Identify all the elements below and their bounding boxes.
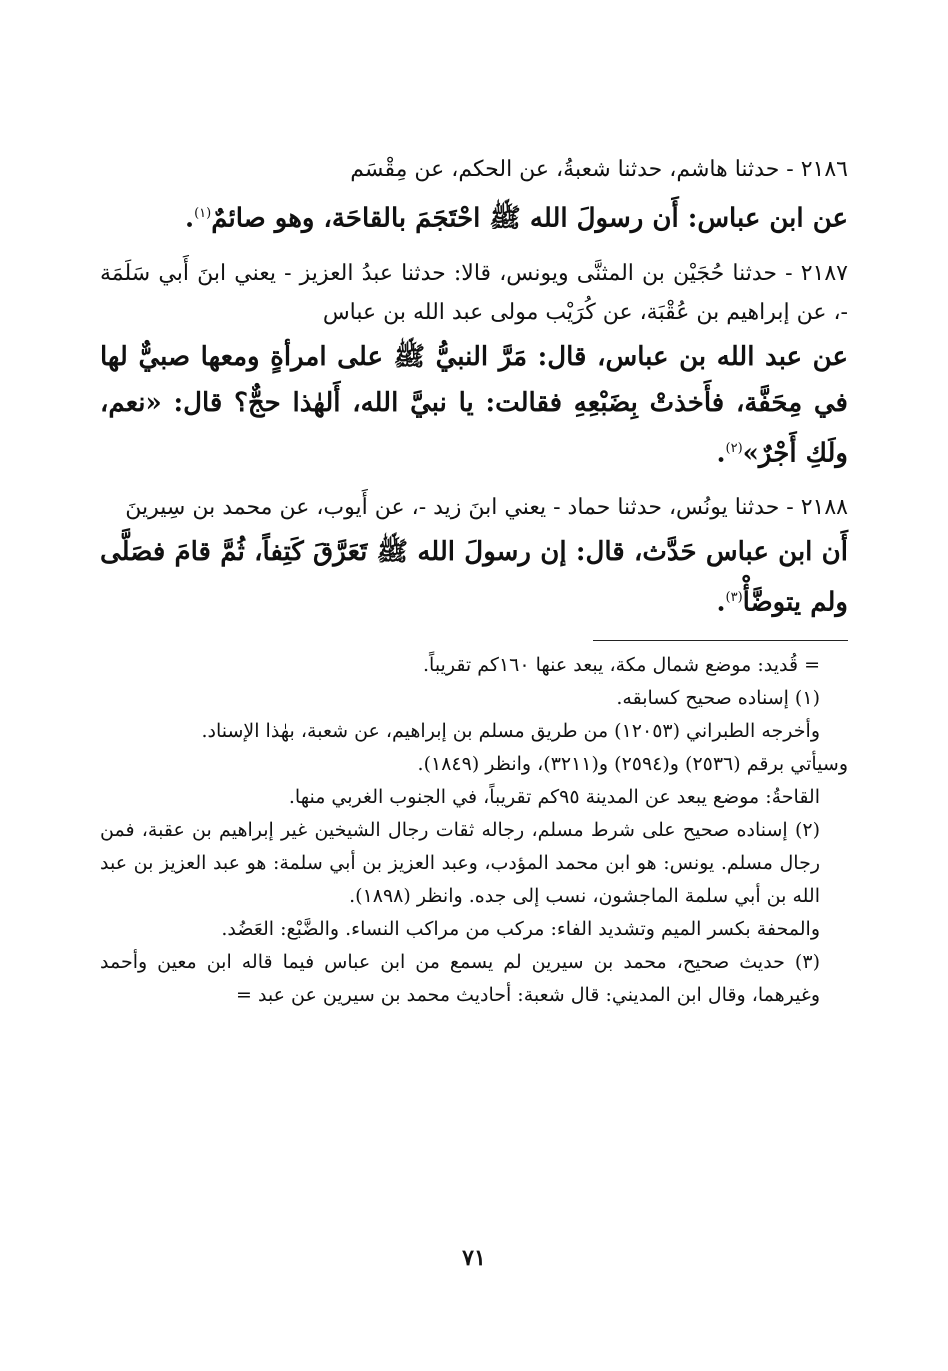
footnote-line: (١) إسناده صحيح كسابقه. — [616, 686, 820, 709]
hadith-matn — [100, 529, 848, 626]
footnote-line: وأخرجه الطبراني (١٢٠٥٣) من طريق مسلم بن إبراهيم، عن شعبة، بهٰذا الإسناد. — [201, 719, 820, 742]
hadith-isnad: ٢١٨٨ - حدثنا يونُس، حدثنا حماد - يعني ابنَ زيد -، عن أَيوب، عن محمد بن سِيرينَ — [125, 495, 848, 521]
matn-end: . — [716, 587, 726, 618]
hadith-matn — [100, 334, 848, 477]
hadith-isnad: ٢١٨٦ - حدثنا هاشم، حدثنا شعبةُ، عن الحكم، عن مِقْسَم — [350, 157, 848, 182]
footnote-line: القاحةُ: موضع يبعد عن المدينة ٩٥كم تقريباً، في الجنوب الغربي منها. — [288, 785, 820, 808]
matn-end: . — [716, 438, 726, 469]
hadith-isnad: ٢١٨٧ - حدثنا حُجَيْن بن المثنَّى ويونس، قالا: حدثنا عبدُ العزيز - يعني ابنَ أَبي سَلَمَة -، عن إبراهيم بن عُقْبَة، عن كُرَيْب مولى عبد الله بن عباس — [100, 260, 848, 325]
matn-text: أَن ابن عباس حَدَّث، قال: إن رسولَ الله ﷺ تَعَرَّقَ كَتِفاً، ثُمَّ قامَ فصَلَّى ولم يتوضَّأْ — [100, 537, 848, 618]
footnote-divider — [593, 640, 848, 641]
hadith-2186 — [100, 150, 848, 242]
footnote-line: وسيأتي برقم (٢٥٣٦) و(٢٥٩٤) و(٣٢١١)، وانظر (١٨٤٩). — [417, 752, 848, 775]
footnote-line: (٣) حديث صحيح، محمد بن سيرين لم يسمع من ابن عباس فيما قاله ابن معين وأحمد وغيرهما، وقال ابن المديني: قال شعبة: أحاديث محمد بن سيرين عن عبد = — [100, 950, 820, 1006]
hadith-2188 — [100, 488, 848, 626]
matn-end: . — [185, 203, 195, 234]
page-body — [100, 150, 848, 1012]
footnote-line: (٢) إسناده صحيح على شرط مسلم، رجاله ثقات رجال الشيخين غير إبراهيم بن عقبة، فمن رجال مسلم. يونس: هو ابن محمد المؤدب، وعبد العزيز بن أبي سلمة: هو عبد العزيز بن عبد الله بن أبي سلمة الماجشون، نسب إلى جده. وانظر (١٨٩٨). — [100, 818, 820, 907]
footnote-line: والمحفة بكسر الميم وتشديد الفاء: مركب من مراكب النساء. والضَّبْع: العَضُد. — [221, 917, 820, 940]
footnotes — [100, 649, 848, 1012]
footnote-ref: (١) — [194, 206, 212, 221]
page-number: ٧١ — [462, 1245, 486, 1271]
footnote-ref: (٣) — [725, 590, 743, 606]
footnote-ref: (٢) — [725, 440, 743, 456]
matn-text: عن ابن عباس: أَن رسولَ الله ﷺ احْتَجَمَ بالقاحَة، وهو صائمٌ — [211, 203, 848, 234]
footnote-line: = قُديد: موضع شمال مكة، يبعد عنها ١٦٠كم تقريباً. — [422, 653, 820, 676]
hadith-matn — [100, 191, 848, 242]
hadith-2187 — [100, 254, 848, 477]
matn-text: عن عبد الله بن عباس، قال: مَرَّ النبيُّ ﷺ على امرأةٍ ومعها صبيٌّ لها في مِحَفَّة، فأَخذتْ بِضَبْعِهِ فقالت: يا نبيَّ الله، أَلهٰذا حجٌّ؟ قال: «نعم، ولَكِ أَجْرٌ» — [100, 341, 848, 469]
